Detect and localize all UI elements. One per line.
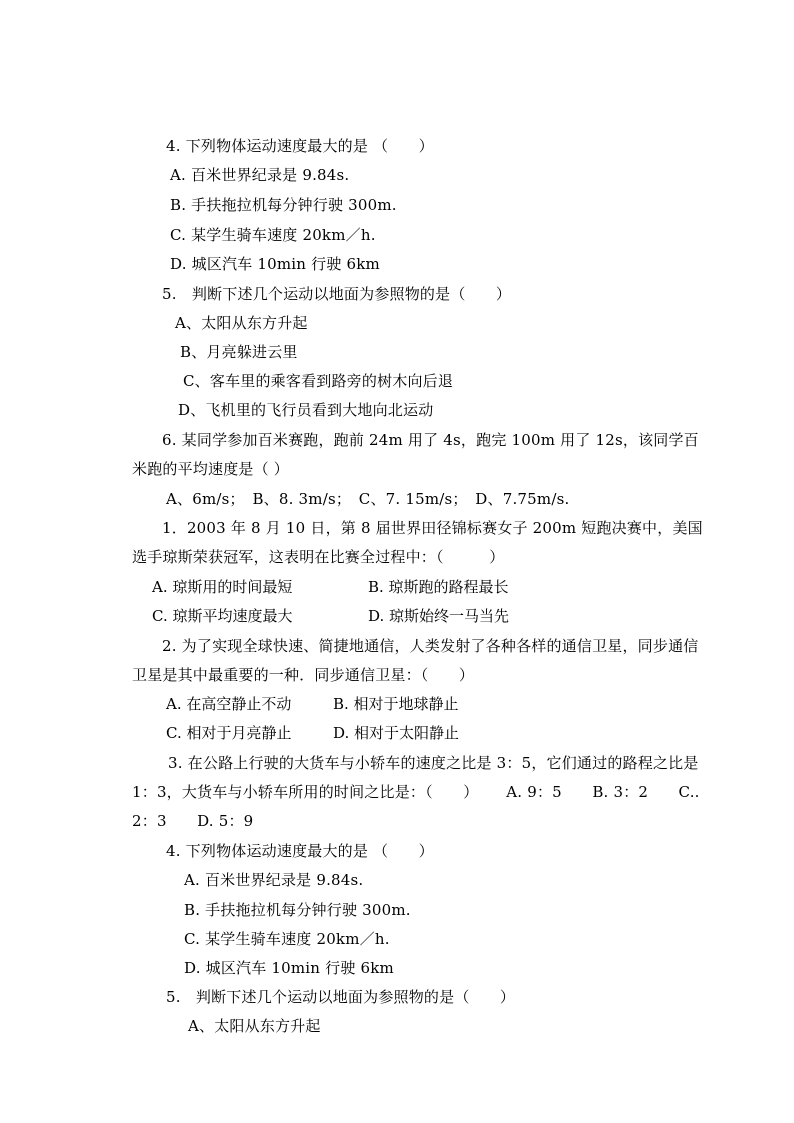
q1-option-c: C. 琼斯平均速度最大: [152, 607, 293, 625]
q4a-option-d: D. 城区汽车 10min 行驶 6km: [170, 255, 380, 273]
q2-option-d: D. 相对于太阳静止: [333, 724, 460, 742]
q4a-option-b: B. 手扶拖拉机每分钟行驶 300m.: [170, 196, 397, 214]
q1-option-b: B. 琼斯跑的路程最长: [368, 578, 509, 596]
q1-stem: 1．2003 年 8 月 10 日，第 8 届世界田径锦标赛女子 200m 短跑决赛中，美国选手琼斯荣获冠军，这表明在比赛全过程中：（ ）: [132, 519, 703, 566]
q5a-option-d: D、飞机里的飞行员看到大地向北运动: [178, 401, 434, 419]
q3-stem: 3. 在公路上行驶的大货车与小轿车的速度之比是 3：5，它们通过的路程之比是 1：3，大货车与小轿车所用的时间之比是：（ ） A. 9：5 B. 3：2 C.. 2：3 D. 5：9: [132, 754, 700, 830]
q2-stem: 2. 为了实现全球快速、简捷地通信，人类发射了各种各样的通信卫星，同步通信卫星是其中最重要的一种．同步通信卫星：（ ）: [132, 637, 699, 684]
q4b-option-a: A. 百米世界纪录是 9.84s.: [184, 871, 364, 889]
q4b-option-b: B. 手扶拖拉机每分钟行驶 300m.: [184, 901, 411, 919]
q4b-option-c: C. 某学生骑车速度 20km／h.: [184, 930, 390, 948]
q2-option-c: C. 相对于月亮静止: [166, 724, 292, 742]
q5a-stem: 5. 判断下述几个运动以地面为参照物的是（ ）: [162, 285, 512, 303]
q5b-option-a: A、太阳从东方升起: [188, 1017, 321, 1035]
q4a-option-c: C. 某学生骑车速度 20km／h.: [170, 226, 376, 244]
q4b-stem: 4. 下列物体运动速度最大的是 （ ）: [166, 842, 434, 860]
q4b-option-d: D. 城区汽车 10min 行驶 6km: [184, 959, 394, 977]
q5a-option-b: B、月亮躲进云里: [180, 343, 298, 361]
q1-option-a: A. 琼斯用的时间最短: [152, 578, 293, 596]
q6-options: A、6m/s； B、8. 3m/s； C、7. 15m/s； D、7.75m/s.: [166, 490, 570, 508]
q5b-stem: 5. 判断下述几个运动以地面为参照物的是（ ）: [166, 988, 516, 1006]
q2-option-b: B. 相对于地球静止: [333, 695, 459, 713]
q5a-option-c: C、客车里的乘客看到路旁的树木向后退: [183, 372, 454, 390]
q4a-stem: 4. 下列物体运动速度最大的是 （ ）: [166, 137, 434, 155]
q6-stem: 6. 某同学参加百米赛跑，跑前 24m 用了 4s，跑完 100m 用了 12s，该同学百米跑的平均速度是（ ）: [132, 431, 699, 478]
q5a-option-a: A、太阳从东方升起: [175, 314, 308, 332]
q4a-option-a: A. 百米世界纪录是 9.84s.: [170, 166, 350, 184]
q1-option-d: D. 琼斯始终一马当先: [368, 607, 510, 625]
q2-option-a: A. 在高空静止不动: [166, 695, 292, 713]
